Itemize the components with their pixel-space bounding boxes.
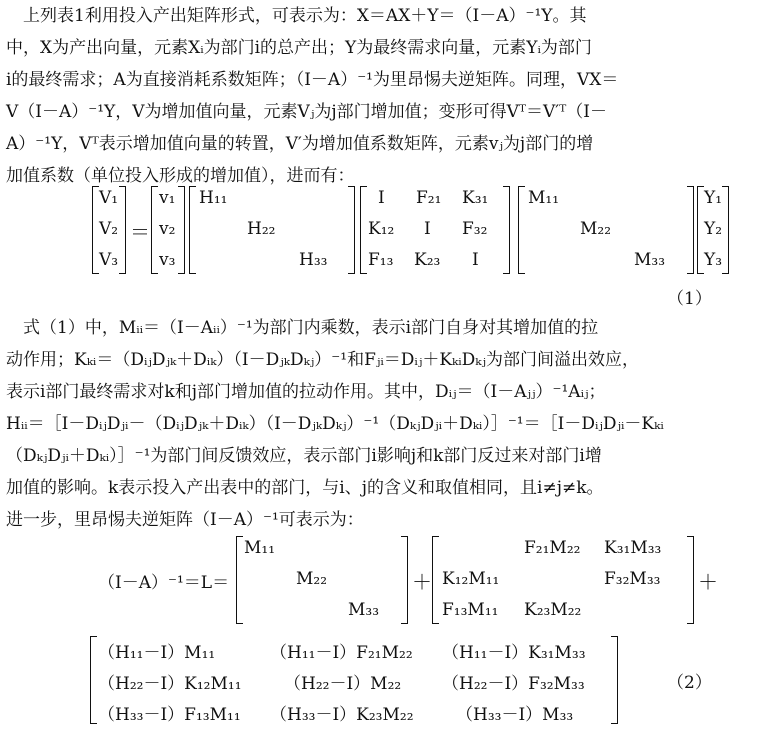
F-r3c1: F₁₃ — [368, 250, 394, 270]
para2-line-4: Hᵢᵢ＝［I－DᵢⱼDⱼᵢ－（DᵢⱼDⱼₖ＋Dᵢₖ）（I－DⱼₖDₖⱼ）⁻¹（DₖⱼDⱼᵢ＋Dₖᵢ）］⁻¹＝［I－DᵢⱼDⱼᵢ－Kₖᵢ — [6, 414, 664, 434]
F-r2c1: K₁₂ — [368, 219, 395, 239]
matrix-v — [151, 186, 185, 274]
FM-r3c2: K₂₃M₂₂ — [524, 600, 582, 620]
FM-r2c1: K₁₂M₁₁ — [442, 569, 500, 589]
FM-r3c1: F₁₃M₁₁ — [442, 600, 499, 620]
F-r1c1: I — [378, 188, 385, 208]
F-r3c3: I — [472, 250, 479, 270]
equation-2 — [0, 536, 772, 728]
para2-line-5: （DₖⱼDⱼᵢ＋Dₖᵢ）］⁻¹为部门间反馈效应，表示部门i影响j和k部门反过来对部门i增 — [6, 446, 602, 466]
HM-r1c3: （H₁₁－I）K₃₁M₃₃ — [442, 643, 586, 663]
para1-line-3: i的最终需求；A为直接消耗系数矩阵；（I－A）⁻¹为里昂惕夫逆矩阵。同理，VX＝ — [6, 70, 619, 90]
matrix-Y — [697, 186, 729, 274]
equation-1-number: （1） — [667, 289, 712, 309]
para1-line-4: V（I－A）⁻¹Y，V为增加值向量，元素Vⱼ为j部门增加值；变形可得Vᵀ＝V′ᵀ（I－ — [6, 102, 608, 122]
para1-line-2: 中，X为产出向量，元素Xᵢ为部门i的总产出；Y为最终需求向量，元素Yᵢ为部门 — [6, 38, 592, 58]
Md-33: M₃₃ — [348, 600, 380, 620]
F-r3c2: K₂₃ — [414, 250, 441, 270]
HM-r1c2: （H₁₁－I）F₂₁M₂₂ — [270, 643, 413, 663]
F-r2c3: F₃₂ — [462, 219, 488, 239]
M-22: M₂₂ — [580, 219, 612, 239]
Y-2: Y₂ — [704, 219, 723, 239]
para2-line-3: 表示i部门最终需求对k和j部门增加值的拉动作用。其中，Dᵢⱼ＝（I－Aⱼⱼ）⁻¹Aᵢⱼ； — [6, 382, 606, 402]
matrix-M — [518, 186, 694, 274]
HM-r2c1: （H₂₂－I）K₁₂M₁₁ — [98, 674, 242, 694]
para1-line-5: A）⁻¹Y，Vᵀ表示增加值向量的转置，V′为增加值系数矩阵，元素vⱼ为j部门的增 — [6, 134, 594, 154]
matrix-FM — [432, 536, 694, 624]
plus-sign-2: ＋ — [698, 570, 718, 594]
V-2: V₂ — [99, 219, 119, 239]
para2-line-6: 加值的影响。k表示投入产出表中的部门，与i、j的含义和取值相同，且i≠j≠k。 — [6, 478, 604, 498]
equation-1 — [0, 186, 772, 310]
para2-line-1: 式（1）中，Mᵢᵢ＝（I－Aᵢᵢ）⁻¹为部门内乘数，表示i部门自身对其增加值的拉 — [6, 318, 599, 338]
para1-line-6: 加值系数（单位投入形成的增加值），进而有： — [6, 166, 355, 186]
H-33: H₃₃ — [299, 250, 328, 270]
V-3: V₃ — [99, 250, 119, 270]
para1-line-1: 上列表1利用投入产出矩阵形式，可表示为：X＝AX＋Y＝（I－A）⁻¹Y。其 — [6, 6, 587, 26]
para2-line-2: 动作用；Kₖᵢ＝（DᵢⱼDⱼₖ＋Dᵢₖ）（I－DⱼₖDₖⱼ）⁻¹和Fⱼᵢ＝Dᵢⱼ＋KₖᵢDₖⱼ为部门间溢出效应， — [6, 350, 639, 370]
FM-r1c3: K₃₁M₃₃ — [604, 538, 662, 558]
v-2: v₂ — [159, 219, 176, 239]
paragraph-2 — [6, 312, 764, 536]
HM-r1c1: （H₁₁－I）M₁₁ — [98, 643, 216, 663]
matrix-M-diag — [236, 536, 408, 624]
eq2-lhs: （I－A）⁻¹＝L＝ — [98, 573, 230, 593]
M-33: M₃₃ — [634, 250, 666, 270]
HM-r3c1: （H₃₃－I）F₁₃M₁₁ — [98, 705, 241, 725]
matrix-F — [360, 186, 510, 274]
F-r1c3: K₃₁ — [462, 188, 489, 208]
paragraph-1 — [6, 0, 764, 192]
FM-r1c2: F₂₁M₂₂ — [524, 538, 581, 558]
matrix-V — [92, 186, 126, 274]
F-r1c2: F₂₁ — [416, 188, 442, 208]
Y-3: Y₃ — [704, 250, 723, 270]
V-1: V₁ — [99, 188, 119, 208]
matrix-H — [189, 186, 355, 274]
para2-line-7: 进一步，里昂惕夫逆矩阵（I－A）⁻¹可表示为： — [6, 510, 364, 530]
v-1: v₁ — [159, 188, 176, 208]
matrix-HM — [90, 636, 618, 724]
M-11: M₁₁ — [528, 188, 560, 208]
F-r2c2: I — [424, 219, 431, 239]
FM-r2c3: F₃₂M₃₃ — [604, 569, 661, 589]
equals-sign: ＝ — [130, 220, 150, 244]
HM-r2c2: （H₂₂－I）M₂₂ — [284, 674, 402, 694]
HM-r3c3: （H₃₃－I）M₃₃ — [456, 705, 574, 725]
Y-1: Y₁ — [704, 188, 723, 208]
H-11: H₁₁ — [199, 188, 228, 208]
plus-sign-1: ＋ — [412, 570, 432, 594]
HM-r3c2: （H₃₃－I）K₂₃M₂₂ — [270, 705, 414, 725]
Md-22: M₂₂ — [296, 569, 328, 589]
HM-r2c3: （H₂₂－I）F₃₂M₃₃ — [442, 674, 585, 694]
Md-11: M₁₁ — [244, 538, 276, 558]
v-3: v₃ — [159, 250, 176, 270]
H-22: H₂₂ — [247, 219, 276, 239]
equation-2-number: （2） — [667, 673, 712, 693]
